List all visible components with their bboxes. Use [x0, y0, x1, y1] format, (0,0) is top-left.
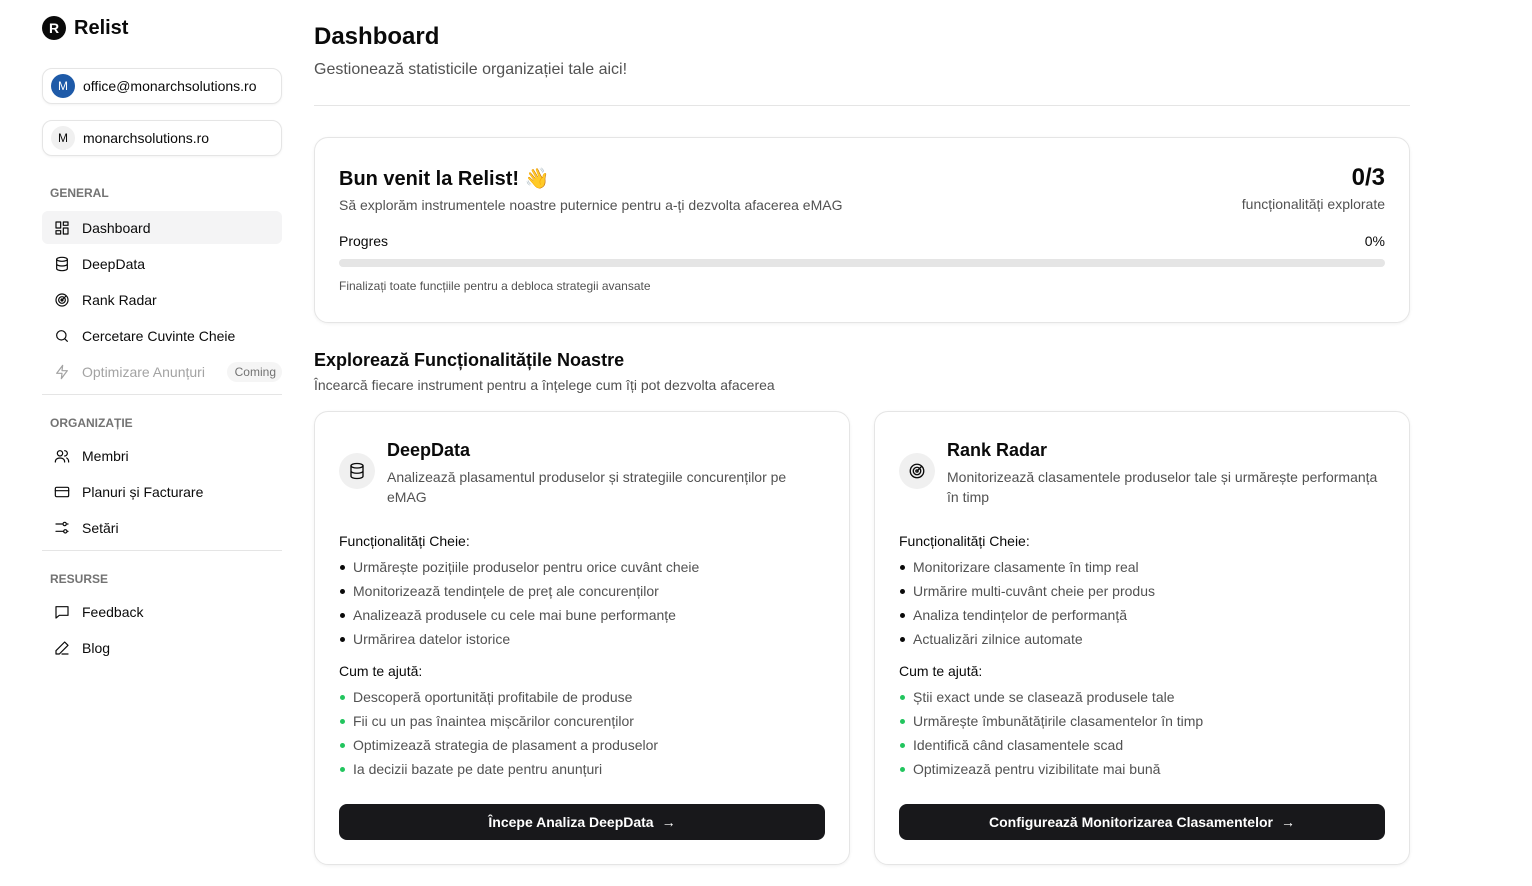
feature-description: Analizează plasamentul produselor și strategiile concurenților pe eMAG	[387, 469, 787, 505]
sidebar-item-feedback[interactable]	[42, 595, 282, 628]
list-item: Ia decizii bazate pe date pentru anunțuri	[339, 757, 825, 781]
message-icon	[54, 604, 70, 620]
sidebar-item-blog[interactable]	[42, 631, 282, 664]
list-item: Optimizează pentru vizibilitate mai bună	[899, 757, 1385, 781]
features-explored-count: 0/3	[1351, 164, 1385, 191]
list-item: Urmărire multi-cuvânt cheie per produs	[899, 579, 1385, 603]
lightning-icon	[54, 364, 70, 380]
label: Cercetare Cuvinte Cheie	[82, 327, 236, 344]
list-item: Fii cu un pas înaintea mișcărilor concurenților	[339, 709, 825, 733]
features-explored-label: funcționalități explorate	[1241, 196, 1385, 212]
list-item: Urmărește îmbunătățirile clasamentelor în timp	[899, 709, 1385, 733]
feature-card-rank-radar	[874, 411, 1410, 865]
button-label: Configurează Monitorizarea Clasamentelor	[989, 814, 1273, 830]
radar-icon	[899, 453, 935, 489]
users-icon	[54, 448, 70, 464]
label: Dashboard	[82, 219, 151, 236]
sidebar-item-billing[interactable]	[42, 475, 282, 508]
database-icon	[339, 453, 375, 489]
organization-switcher[interactable]	[42, 120, 282, 156]
account-switcher[interactable]	[42, 68, 282, 104]
coming-soon-badge: Coming	[227, 362, 282, 382]
feature-title: DeepData	[387, 440, 471, 460]
list-item: Analizează produsele cu cele mai bune performanțe	[339, 603, 825, 627]
label: DeepData	[82, 255, 146, 272]
logo-mark: R	[42, 16, 66, 40]
radar-icon	[54, 292, 70, 308]
list-item: Identifică când clasamentele scad	[899, 733, 1385, 757]
account-email: office@monarchsolutions.ro	[83, 78, 257, 94]
label: Planuri și Facturare	[82, 483, 204, 500]
key-features-heading: Funcționalități Cheie:	[899, 533, 1030, 549]
explore-subtitle: Încearcă fiecare instrument pentru a înțelege cum îți pot dezvolta afacerea	[314, 377, 775, 393]
configure-rank-monitoring-button[interactable]	[899, 804, 1385, 840]
start-deepdata-button[interactable]	[339, 804, 825, 840]
arrow-right-icon: →	[661, 814, 676, 830]
divider	[42, 394, 282, 395]
section-resources: RESURSE	[50, 572, 109, 586]
divider	[314, 105, 1410, 106]
progress-hint: Finalizați toate funcțiile pentru a debloca strategii avansate	[339, 279, 651, 293]
database-icon	[54, 256, 70, 272]
settings-sliders-icon	[54, 520, 70, 536]
label: Optimizare Anunțuri	[82, 363, 205, 380]
label: Blog	[82, 639, 111, 656]
sidebar-item-rank-radar[interactable]	[42, 283, 282, 316]
label: Membri	[82, 447, 129, 464]
list-item: Știi exact unde se clasează produsele tale	[899, 685, 1385, 709]
pen-icon	[54, 640, 70, 656]
sidebar-item-keyword-research[interactable]	[42, 319, 282, 352]
sidebar-item-listing-optimization	[42, 355, 282, 388]
arrow-right-icon: →	[1280, 814, 1295, 830]
brand-logo[interactable]	[42, 16, 282, 40]
feature-card-deepdata	[314, 411, 850, 865]
welcome-progress-card	[314, 137, 1410, 323]
label: Rank Radar	[82, 291, 157, 308]
dashboard-icon	[54, 220, 70, 236]
welcome-subtitle: Să explorăm instrumentele noastre puternice pentru a-ți dezvolta afacerea eMAG	[339, 197, 843, 213]
sidebar	[42, 0, 282, 667]
section-organization: ORGANIZAȚIE	[50, 416, 133, 430]
main-content	[314, 0, 1410, 830]
list-item: Optimizează strategia de plasament a produselor	[339, 733, 825, 757]
brand-name: Relist	[74, 16, 129, 39]
list-item: Monitorizează tendințele de preț ale concurenților	[339, 579, 825, 603]
benefits-heading: Cum te ajută:	[339, 663, 423, 679]
sidebar-item-dashboard[interactable]	[42, 211, 282, 244]
progress-bar	[339, 259, 1385, 267]
divider	[42, 550, 282, 551]
org-avatar: M	[51, 126, 75, 150]
list-item: Urmărește pozițiile produselor pentru orice cuvânt cheie	[339, 555, 825, 579]
label: Setări	[82, 519, 119, 536]
list-item: Urmărirea datelor istorice	[339, 627, 825, 651]
sidebar-item-members[interactable]	[42, 439, 282, 472]
credit-card-icon	[54, 484, 70, 500]
list-item: Monitorizare clasamente în timp real	[899, 555, 1385, 579]
org-name: monarchsolutions.ro	[83, 130, 210, 146]
sidebar-item-deepdata[interactable]	[42, 247, 282, 280]
label: Feedback	[82, 603, 144, 620]
progress-percent: 0%	[1364, 233, 1385, 249]
sidebar-item-settings[interactable]	[42, 511, 282, 544]
feature-title: Rank Radar	[947, 440, 1048, 460]
list-item: Analiza tendințelor de performanță	[899, 603, 1385, 627]
section-general: GENERAL	[50, 186, 109, 200]
page-subtitle: Gestionează statisticile organizației tale aici!	[314, 61, 628, 78]
progress-label: Progres	[339, 233, 389, 249]
benefits-heading: Cum te ajută:	[899, 663, 983, 679]
avatar: M	[51, 74, 75, 98]
search-icon	[54, 328, 70, 344]
welcome-title: Bun venit la Relist! 👋	[339, 168, 550, 190]
list-item: Descoperă oportunități profitabile de produse	[339, 685, 825, 709]
page-title: Dashboard	[314, 23, 440, 50]
button-label: Începe Analiza DeepData	[488, 814, 654, 830]
explore-title: Explorează Funcționalitățile Noastre	[314, 350, 625, 370]
list-item: Actualizări zilnice automate	[899, 627, 1385, 651]
key-features-heading: Funcționalități Cheie:	[339, 533, 470, 549]
feature-description: Monitorizează clasamentele produselor tale și urmărește performanța în timp	[947, 469, 1378, 505]
